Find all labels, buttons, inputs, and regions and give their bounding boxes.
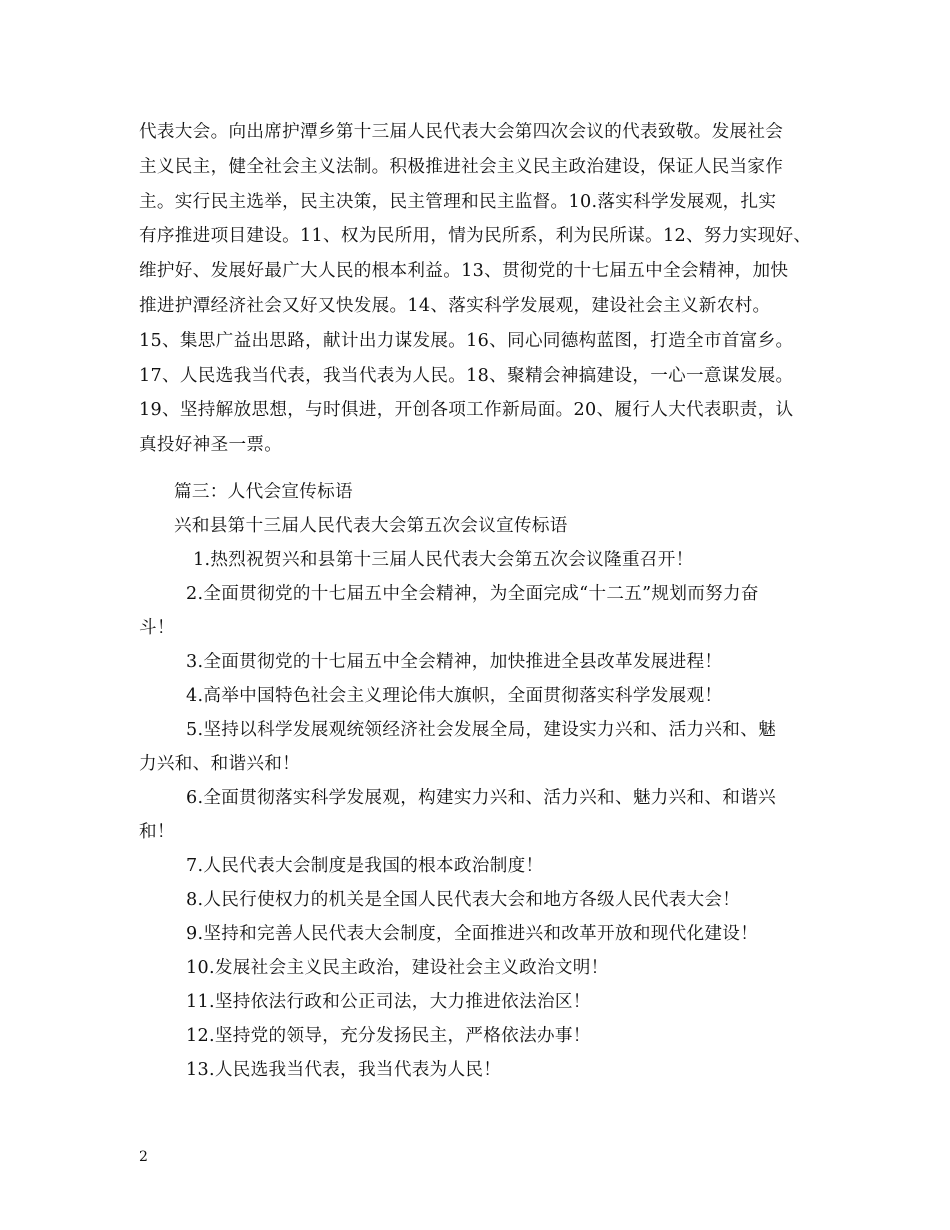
body-paragraph xyxy=(139,115,829,463)
slogan-item: 1.热烈祝贺兴和县第十三届人民代表大会第五次会议隆重召开！ xyxy=(193,550,694,570)
paragraph-line: 真投好神圣一票。 xyxy=(139,435,283,456)
slogan-item: 7.人民代表大会制度是我国的根本政治制度！ xyxy=(186,856,544,876)
slogan-item: 8.人民行使权力的机关是全国人民代表大会和地方各级人民代表大会！ xyxy=(186,890,741,910)
slogan-item: 5.坚持以科学发展观统领经济社会发展全局，建设实力兴和、活力兴和、魅 xyxy=(186,720,776,740)
paragraph-line: 代表大会。向出席护潭乡第十三届人民代表大会第四次会议的代表致敬。发展社会 xyxy=(139,122,784,142)
section-heading: 篇三：人代会宣传标语 xyxy=(174,482,353,502)
slogan-item: 6.全面贯彻落实科学发展观，构建实力兴和、活力兴和、魅力兴和、和谐兴 xyxy=(186,788,776,808)
paragraph-line: 有序推进项目建设。11、权为民所用，情为民所系，利为民所谋。12、努力实现好、 xyxy=(139,226,812,247)
slogan-item: 9.坚持和完善人民代表大会制度，全面推进兴和改革开放和现代化建设！ xyxy=(186,924,759,944)
page-number: 2 xyxy=(139,1149,148,1165)
slogan-item: 11.坚持依法行政和公正司法，大力推进依法治区！ xyxy=(186,992,591,1012)
paragraph-line: 主义民主，健全社会主义法制。积极推进社会主义民主政治建设，保证人民当家作 xyxy=(139,156,784,177)
paragraph-line: 主。实行民主选举，民主决策，民主管理和民主监督。10.落实科学发展观，扎实 xyxy=(139,191,777,212)
slogan-item: 13.人民选我当代表，我当代表为人民！ xyxy=(186,1060,502,1080)
paragraph-line: 19、坚持解放思想，与时俱进，开创各项工作新局面。20、履行人大代表职责，认 xyxy=(139,400,794,421)
slogan-item: 10.发展社会主义民主政治，建设社会主义政治文明！ xyxy=(186,958,609,978)
slogan-item-continued: 和！ xyxy=(139,822,175,842)
slogan-item: 4.高举中国特色社会主义理论伟大旗帜，全面贯彻落实科学发展观！ xyxy=(186,686,723,706)
slogan-item: 3.全面贯彻党的十七届五中全会精神，加快推进全县改革发展进程！ xyxy=(186,652,723,672)
section-subtitle: 兴和县第十三届人民代表大会第五次会议宣传标语 xyxy=(174,516,568,536)
slogan-item-continued: 斗！ xyxy=(139,618,175,638)
slogan-item-continued: 力兴和、和谐兴和！ xyxy=(139,754,301,774)
paragraph-line: 维护好、发展好最广大人民的根本利益。13、贯彻党的十七届五中全会精神，加快 xyxy=(139,261,789,282)
slogan-item: 2.全面贯彻党的十七届五中全会精神，为全面完成“十二五”规划而努力奋 xyxy=(186,584,759,604)
slogan-item: 12.坚持党的领导，充分发扬民主，严格依法办事！ xyxy=(186,1026,591,1046)
paragraph-line: 推进护潭经济社会又好又快发展。14、落实科学发展观，建设社会主义新农村。 xyxy=(139,295,771,316)
paragraph-line: 17、人民选我当代表，我当代表为人民。18、聚精会神搞建设，一心一意谋发展。 xyxy=(139,365,794,386)
paragraph-line: 15、集思广益出思路，献计出力谋发展。16、同心同德构蓝图，打造全市首富乡。 xyxy=(139,330,794,351)
